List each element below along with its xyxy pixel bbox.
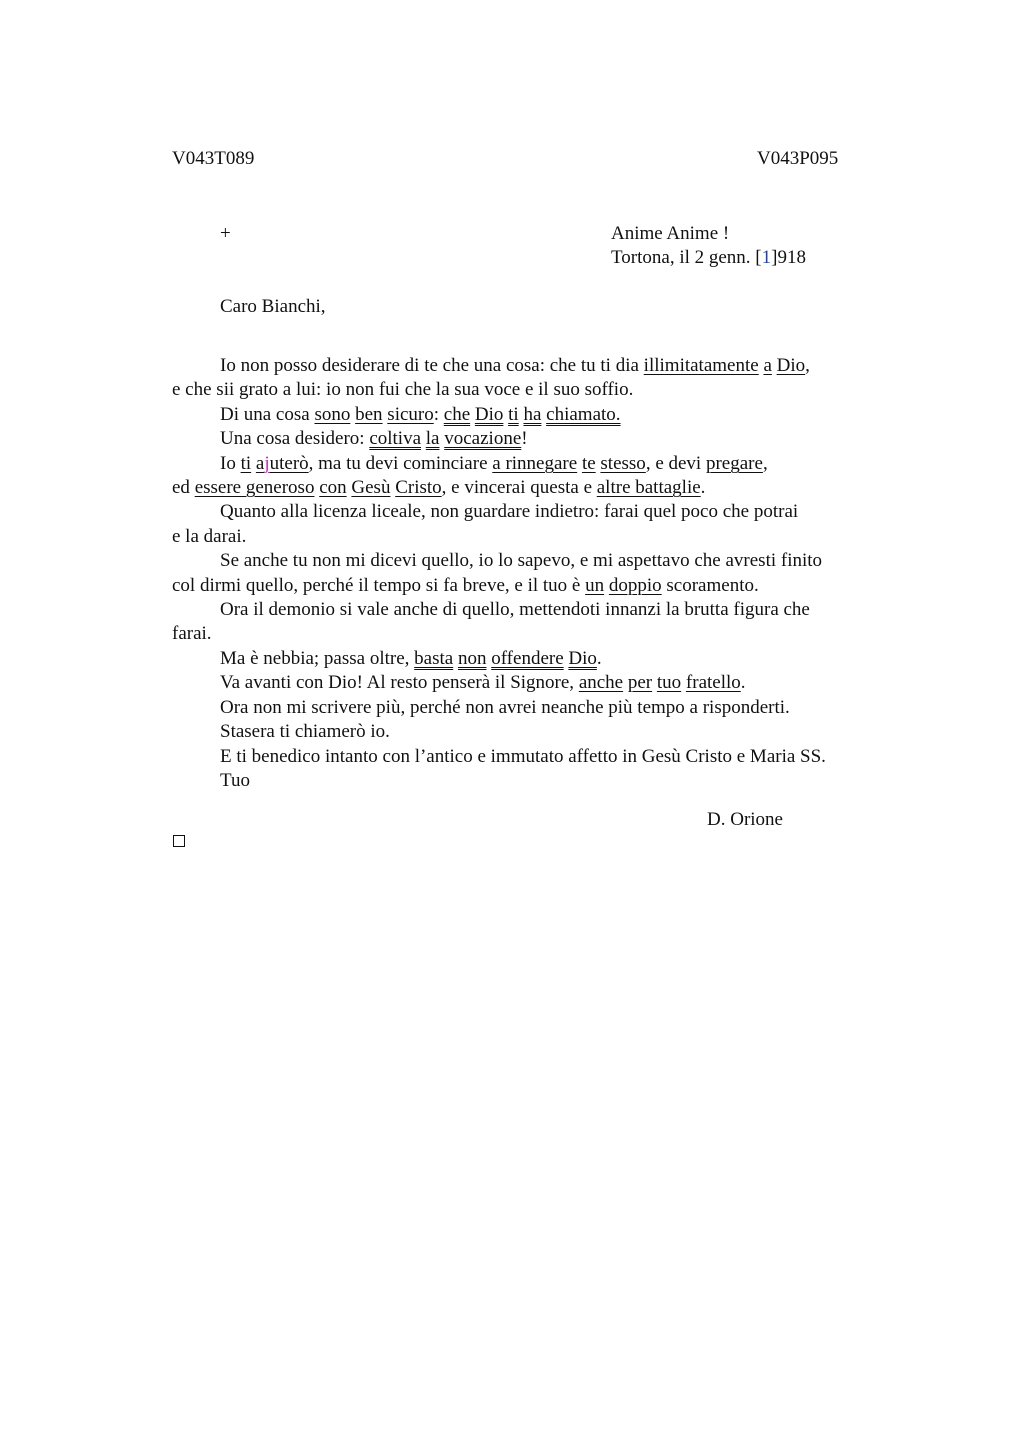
dateline-pre: Tortona, il 2 genn. [ bbox=[611, 247, 762, 268]
underlined-text: a bbox=[255, 453, 265, 474]
underlined-text: sono bbox=[314, 404, 351, 425]
letter-line bbox=[172, 525, 246, 549]
salutation: Caro Bianchi, bbox=[220, 296, 326, 317]
letter-line bbox=[220, 745, 826, 769]
motto: Anime Anime ! bbox=[611, 223, 730, 244]
underlined-text: sicuro bbox=[387, 404, 434, 425]
text-segment: E ti benedico intanto con l’antico e immutato affetto in Gesù Cristo e Maria SS. bbox=[220, 746, 826, 767]
letter-line bbox=[172, 476, 705, 500]
letter-line bbox=[220, 549, 822, 573]
underlined-text: ben bbox=[355, 404, 383, 425]
underlined-text: stesso bbox=[600, 453, 646, 474]
text-segment: Io bbox=[220, 453, 241, 474]
underlined-text: tuo bbox=[656, 672, 682, 693]
letter-line bbox=[220, 769, 250, 793]
underlined-text: basta bbox=[414, 648, 454, 669]
underlined-text: con bbox=[319, 477, 347, 498]
dateline bbox=[611, 246, 806, 270]
underlined-text: ti bbox=[240, 453, 252, 474]
underlined-text: Dio bbox=[776, 355, 806, 376]
letter-line bbox=[172, 378, 633, 402]
empty-checkbox-glyph bbox=[173, 835, 185, 847]
letter-line bbox=[220, 696, 790, 720]
text-segment: , e devi bbox=[645, 453, 706, 474]
underlined-text: coltiva bbox=[369, 428, 422, 449]
underlined-text: un bbox=[585, 575, 605, 596]
letter-line bbox=[220, 500, 798, 524]
text-segment: Di una cosa bbox=[220, 404, 315, 425]
text-segment: : bbox=[433, 404, 444, 425]
text-segment: Io non posso desiderare di te che una cosa: che tu ti dia bbox=[220, 355, 644, 376]
underlined-text: anche bbox=[578, 672, 624, 693]
underlined-text: Dio bbox=[474, 404, 504, 425]
underlined-text: Dio bbox=[568, 648, 597, 669]
letter-line bbox=[172, 622, 212, 646]
underlined-text: uterò bbox=[269, 453, 309, 474]
text-segment: ed bbox=[172, 477, 195, 498]
underlined-text: ha bbox=[523, 404, 542, 425]
signature: D. Orione bbox=[707, 809, 783, 830]
text-segment: Va avanti con Dio! Al resto penserà il Signore, bbox=[220, 672, 579, 693]
underlined-text: essere generoso bbox=[194, 477, 315, 498]
underlined-text: che bbox=[443, 404, 471, 425]
text-segment: , bbox=[805, 355, 810, 376]
text-segment: Ora il demonio si vale anche di quello, mettendoti innanzi la brutta figura che bbox=[220, 599, 810, 620]
underlined-text: non bbox=[457, 648, 487, 669]
text-segment: Tuo bbox=[220, 770, 250, 791]
underlined-text: altre battaglie bbox=[596, 477, 701, 498]
underlined-text: Gesù bbox=[351, 477, 391, 498]
text-segment: Ora non mi scrivere più, perché non avrei neanche più tempo a risponderti. bbox=[220, 697, 790, 718]
underlined-text: ti bbox=[508, 404, 519, 425]
underlined-text: per bbox=[627, 672, 653, 693]
dateline-post: ]918 bbox=[771, 247, 806, 268]
letter-line bbox=[172, 574, 759, 598]
text-segment: , ma tu devi cominciare bbox=[308, 453, 493, 474]
text-segment: scoramento. bbox=[661, 575, 759, 596]
underlined-text: chiamato. bbox=[546, 404, 621, 425]
text-segment: farai. bbox=[172, 623, 212, 644]
underlined-text: illimitatamente bbox=[643, 355, 759, 376]
underlined-text: vocazione bbox=[444, 428, 522, 449]
text-segment: , e vincerai questa e bbox=[441, 477, 597, 498]
text-segment: Stasera ti chiamerò io. bbox=[220, 721, 390, 742]
dateline-editorial-number: 1 bbox=[761, 247, 772, 268]
underlined-text: pregare bbox=[705, 453, 763, 474]
underlined-text: offendere bbox=[491, 648, 564, 669]
text-segment: e che sii grato a lui: io non fui che la sua voce e il suo soffio. bbox=[172, 379, 634, 400]
text-segment: Ma è nebbia; passa oltre, bbox=[220, 648, 415, 669]
underlined-text: a bbox=[763, 355, 772, 376]
underlined-text: j bbox=[264, 453, 270, 474]
text-segment: . bbox=[700, 477, 706, 498]
text-segment: . bbox=[740, 672, 746, 693]
text-segment: Se anche tu non mi dicevi quello, io lo sapevo, e mi aspettavo che avresti finito bbox=[220, 550, 823, 571]
text-segment: , bbox=[762, 453, 768, 474]
letter-line bbox=[220, 403, 621, 427]
letter-line bbox=[220, 354, 810, 378]
letter-line bbox=[220, 452, 768, 476]
text-segment: col dirmi quello, perché il tempo si fa breve, e il tuo è bbox=[172, 575, 586, 596]
text-segment: Una cosa desidero: bbox=[220, 428, 370, 449]
letter-line bbox=[220, 671, 746, 695]
letter-line bbox=[220, 720, 390, 744]
text-segment: ! bbox=[521, 428, 528, 449]
text-segment: . bbox=[596, 648, 602, 669]
underlined-text: la bbox=[425, 428, 440, 449]
underlined-text: doppio bbox=[608, 575, 662, 596]
text-segment: Quanto alla licenza liceale, non guardare indietro: farai quel poco che potrai bbox=[220, 501, 799, 522]
letter-line bbox=[220, 647, 602, 671]
text-segment: e la darai. bbox=[172, 526, 247, 547]
underlined-text: a rinnegare bbox=[492, 453, 578, 474]
letter-line bbox=[220, 598, 810, 622]
underlined-text: fratello bbox=[685, 672, 741, 693]
cross-mark: + bbox=[220, 223, 231, 244]
underlined-text: te bbox=[581, 453, 596, 474]
document-code-left: V043T089 bbox=[172, 148, 255, 169]
document-code-right: V043P095 bbox=[757, 148, 839, 169]
letter-line bbox=[220, 427, 528, 451]
underlined-text: Cristo bbox=[395, 477, 442, 498]
